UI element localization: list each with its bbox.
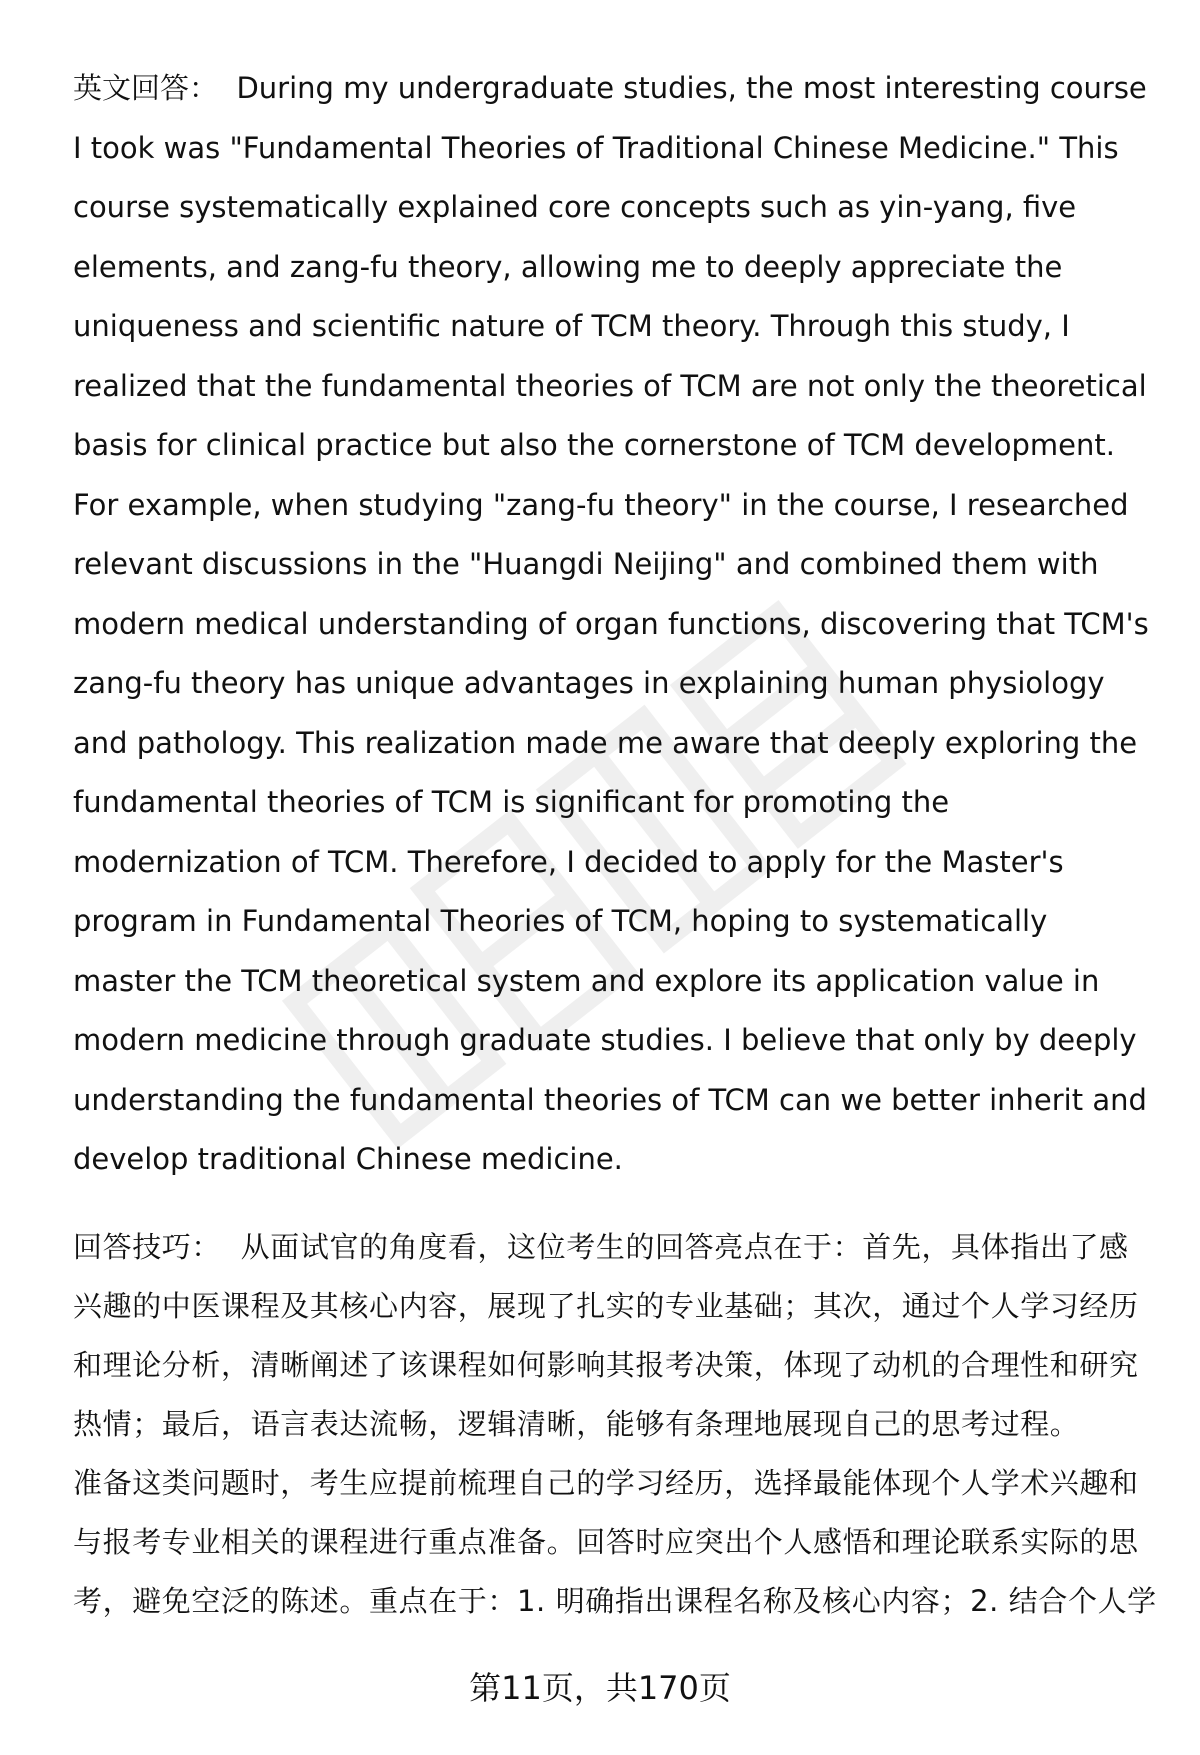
document-body — [73, 59, 1158, 1631]
english-answer-paragraph — [73, 59, 1158, 1190]
answer-tips-text: 从面试官的角度看，这位考生的回答亮点在于：首先，具体指出了感兴趣的中医课程及其核心内容，展现了扎实的专业基础；其次，通过个人学习经历和理论分析，清晰阐述了该课程如何影响其报考决策，体现了动机的合理性和研究热情；最后，语言表达流畅，逻辑清晰，能够有条理地展现自己的思考过程。 — [73, 1229, 1139, 1441]
english-answer-label: 英文回答： — [73, 71, 219, 105]
preparation-advice-text: 准备这类问题时，考生应提前梳理自己的学习经历，选择最能体现个人学术兴趣和与报考专业相关的课程进行重点准备。回答时应突出个人感悟和理论联系实际的思考，避免空泛的陈述。重点在于：1. 明确指出课程名称及核心内容；2. 结合个人学 — [73, 1465, 1157, 1618]
preparation-advice-paragraph — [73, 1454, 1158, 1631]
english-answer-text: During my undergraduate studies, the most interesting course I took was "Fundamental Theories of Traditional Chinese Medicine." This course systematically explained core concepts such as yin-yang, five elements, and zang-fu theory, allowing me to deeply appreciate the uniqueness and scientific nature of TCM theory. Through this study, I realized that the fundamental theories of TCM are not only the theoretical basis for clinical practice but also the cornerstone of TCM development. For example, when studying "zang-fu theory" in the course, I researched relevant discussions in the "Huangdi Neijing" and combined them with modern medical understanding of organ functions, discovering that TCM's zang-fu theory has unique advantages in explaining human physiology and pathology. This realization made me aware that deeply exploring the fundamental theories of TCM is significant for promoting the modernization of TCM. Therefore, I decided to apply for the Master's program in Fundamental Theories of TCM, hoping to systematically master the TCM theoretical system and explore its application value in modern medicine through graduate studies. I believe that only by deeply understanding the fundamental theories of TCM can we better inherit and develop traditional Chinese medicine. — [73, 71, 1158, 1176]
page-number: 第11页，共170页 — [469, 1669, 731, 1707]
answer-tips-paragraph — [73, 1218, 1158, 1454]
answer-tips-label: 回答技巧： — [73, 1229, 222, 1264]
paragraph-gap — [73, 1190, 1158, 1218]
